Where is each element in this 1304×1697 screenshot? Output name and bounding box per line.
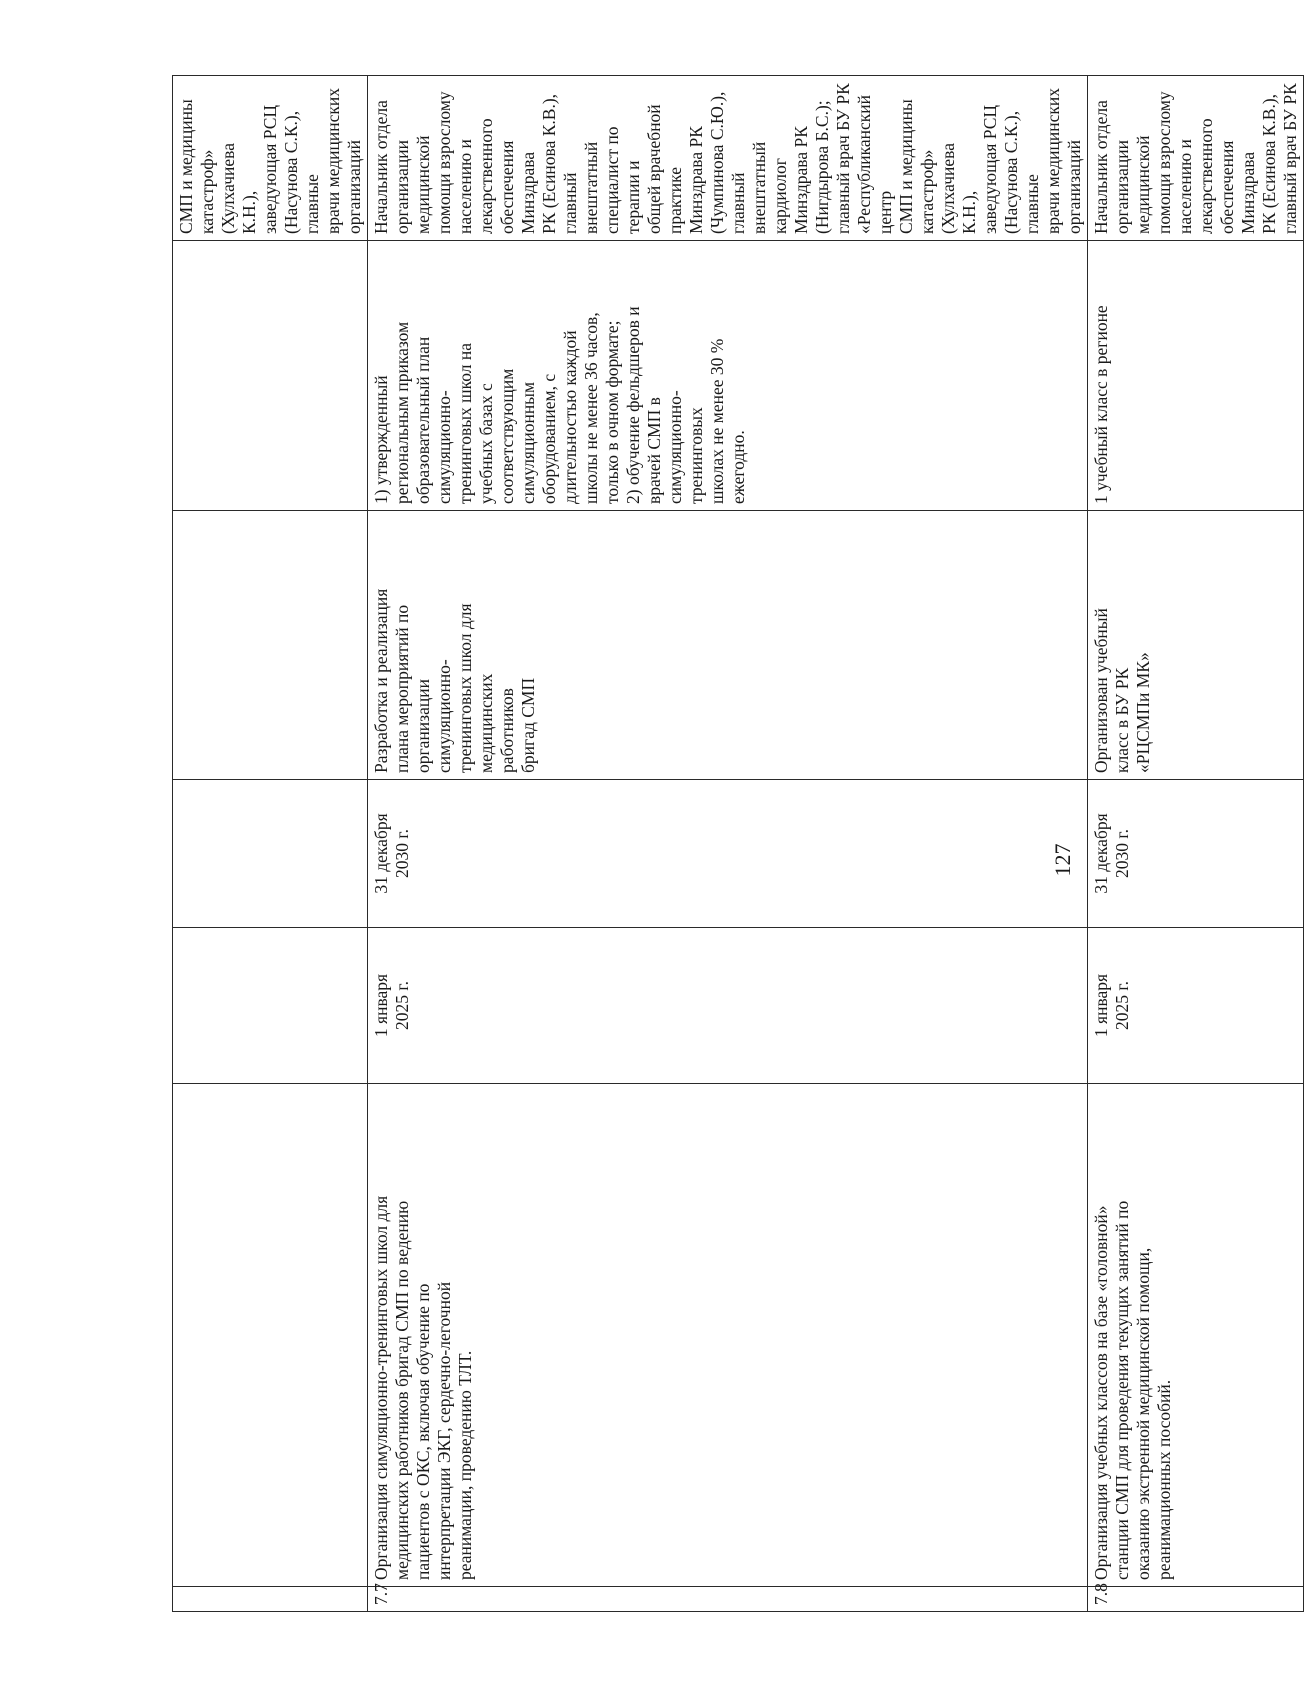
indicator-cell: 1) утвержденный региональным приказом образовательный план симуляционно- тренинговых школ на учебных базах с соответствующим симуляционным оборудованием, с длительностью каждой школы не менее 36 часов, только в очном формате; 2) обучение фельдшеров и врачей СМП в симуляционно- тренинговых школах не менее 30 % ежегодно.: [368, 241, 1088, 511]
event-cell: Организация учебных классов на базе «головной» станции СМП для проведения текущих занятий по оказанию экстренной медицинской помощи, реанимационных пособий.: [1088, 1084, 1304, 1587]
result-cell: Разработка и реализация плана мероприятий по организации симуляционно- тренинговых школ для медицинских работников бригад СМП: [368, 511, 1088, 780]
indicator-cell: 1 учебный класс в регионе: [1088, 241, 1304, 511]
table-row: [1088, 76, 1304, 1612]
result-cell: Организован учебный класс в БУ РК «РЦСМПи МК»: [1088, 511, 1304, 780]
start-date-cell: 1 января 2025 г.: [1088, 928, 1304, 1084]
plan-table: [172, 75, 1304, 1612]
indicator-cell: [173, 241, 368, 511]
event-cell: [173, 1084, 368, 1587]
event-cell: Организация симуляционно-тренинговых школ для медицинских работников бригад СМП по ведению пациентов с ОКС, включая обучение по интерпретации ЭКГ, сердечно-легочной реанимации, проведению ТЛТ.: [368, 1084, 1088, 1587]
end-date-cell: 31 декабря 2030 г.: [1088, 780, 1304, 928]
row-number: 7.8: [1088, 1587, 1304, 1612]
row-number: 7.7: [368, 1587, 1088, 1612]
rotated-page: [172, 76, 1300, 1612]
table-row: [173, 76, 368, 1612]
start-date-cell: 1 января 2025 г.: [368, 928, 1088, 1084]
result-cell: [173, 511, 368, 780]
start-date-cell: [173, 928, 368, 1084]
page-number-holder: [1050, 843, 1090, 890]
responsible-cell: Начальник отдела организации медицинской помощи взрослому населению и лекарственного обеспечения Минздрава РК (Есинова К.В.), главный внештатный специалист по терапии и общей врачебной практике Минздрава РК (Чумпинова С.Ю.), главный внештатный кардиолог Минздрава РК (Нигдырова Б.С.); главный врач БУ РК «Республиканский центр СМП и медицины катастроф» (Хулхачиева К.Н.), заведующая РСЦ (Насунова С.К.), главные врачи медицинских организаций: [368, 76, 1088, 241]
responsible-cell: Начальник отдела организации медицинской помощи взрослому населению и лекарственного обеспечения Минздрава РК (Есинова К.В.), главный врач БУ РК: [1088, 76, 1304, 241]
end-date-cell: [173, 780, 368, 928]
page-number: 127: [1050, 843, 1075, 877]
row-number: [173, 1587, 368, 1612]
table-row: [368, 76, 1088, 1612]
end-date-cell: 31 декабря 2030 г.: [368, 780, 1088, 928]
responsible-cell: СМП и медицины катастроф» (Хулхачиева К.Н.), заведующая РСЦ (Насунова С.К.), главные врачи медицинских организаций: [173, 76, 368, 241]
